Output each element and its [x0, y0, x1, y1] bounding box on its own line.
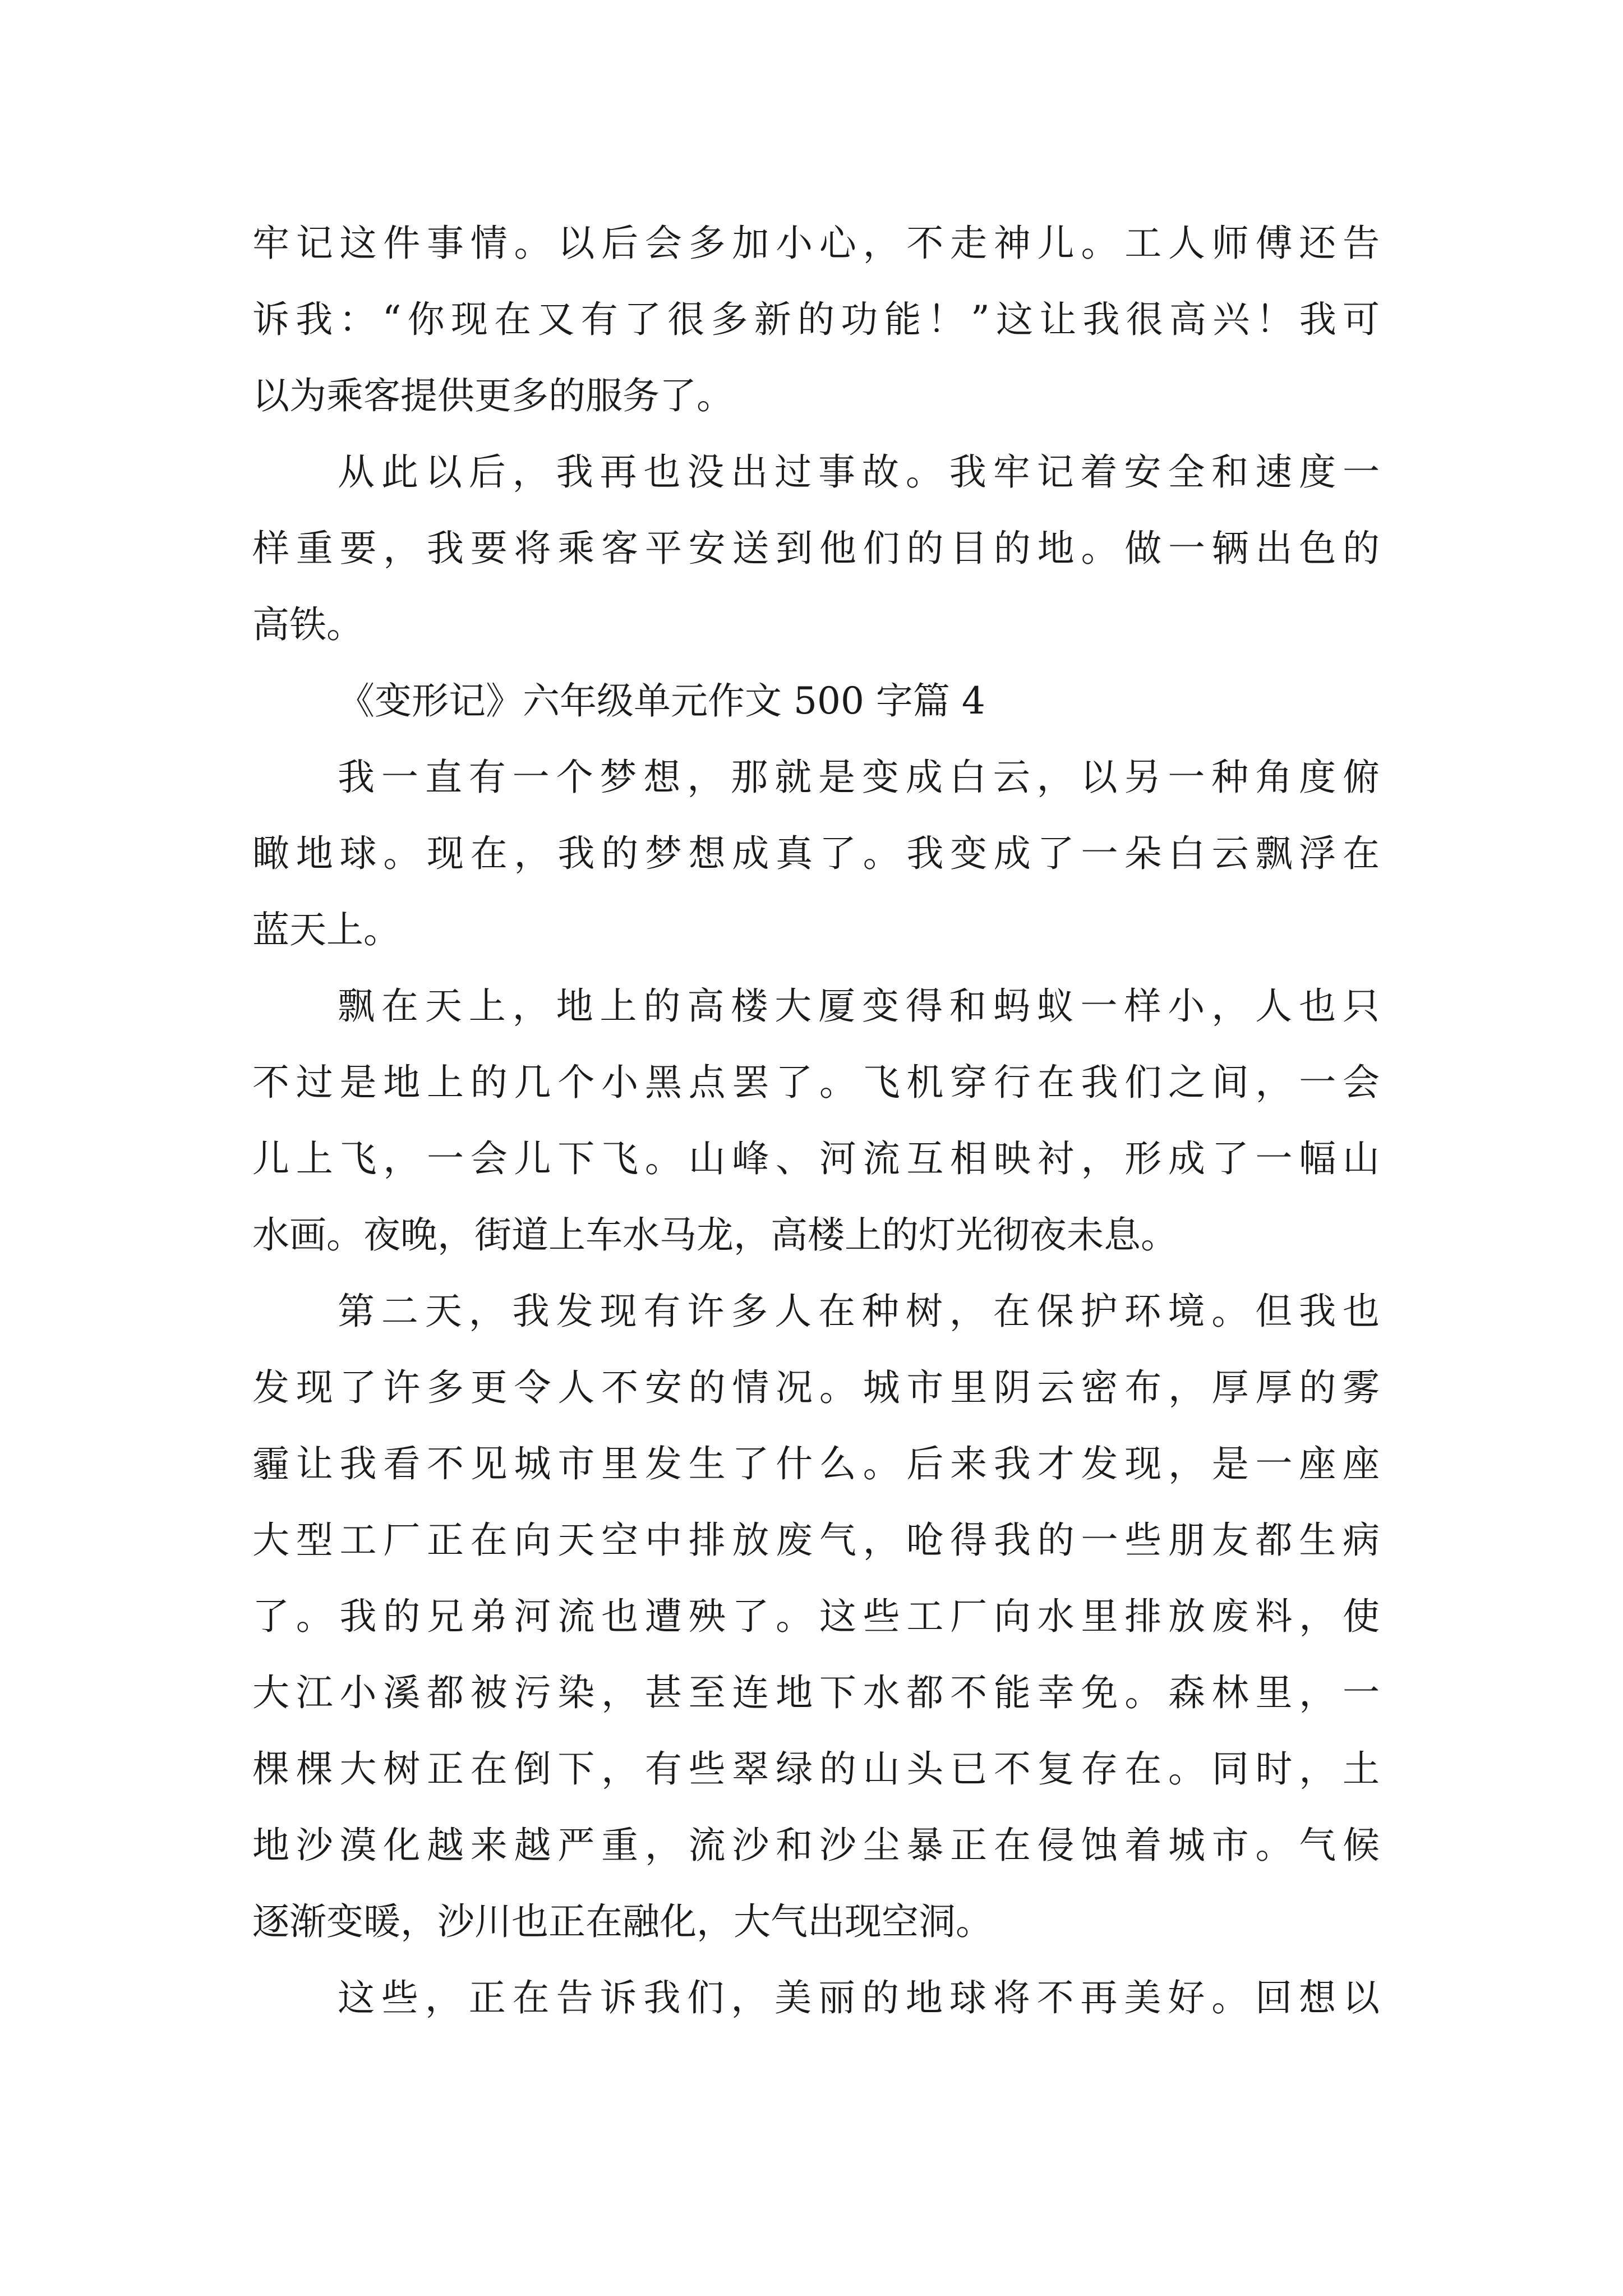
text-line: 儿上飞，一会儿下飞。山峰、河流互相映衬，形成了一幅山	[252, 1137, 1380, 1180]
text-line: 水画。夜晚，街道上车水马龙，高楼上的灯光彻夜未息。	[252, 1213, 1178, 1257]
text-line: 从此以后，我再也没出过事故。我牢记着安全和速度一	[338, 450, 1380, 494]
text-line: 我一直有一个梦想，那就是变成白云，以另一种角度俯	[338, 756, 1380, 799]
text-line: 第二天，我发现有许多人在种树，在保护环境。但我也	[338, 1290, 1380, 1333]
text-line: 霾让我看不见城市里发生了什么。后来我才发现，是一座座	[252, 1442, 1380, 1485]
text-line: 飘在天上，地上的高楼大厦变得和蚂蚁一样小，人也只	[338, 984, 1380, 1028]
text-line: 以为乘客提供更多的服务了。	[252, 374, 734, 417]
paragraph-3	[252, 739, 1380, 968]
text-line: 瞰地球。现在，我的梦想成真了。我变成了一朵白云飘浮在	[252, 832, 1380, 875]
text-line: 样重要，我要将乘客平安送到他们的目的地。做一辆出色的	[252, 527, 1380, 570]
text-line: 大江小溪都被污染，甚至连地下水都不能幸免。森林里，一	[252, 1671, 1380, 1714]
heading-line: 《变形记》六年级单元作文 500 字篇 4	[338, 679, 985, 723]
text-line: 地沙漠化越来越严重，流沙和沙尘暴正在侵蚀着城市。气候	[252, 1824, 1380, 1867]
text-line: 诉我：“你现在又有了很多新的功能！”这让我很高兴！我可	[252, 298, 1380, 341]
document-body	[252, 205, 1380, 2036]
text-line: 这些，正在告诉我们，美丽的地球将不再美好。回想以	[338, 1976, 1380, 2019]
text-line: 棵棵大树正在倒下，有些翠绿的山头已不复存在。同时，土	[252, 1747, 1380, 1791]
text-line: 了。我的兄弟河流也遭殃了。这些工厂向水里排放废料，使	[252, 1595, 1380, 1638]
text-line: 逐渐变暖，沙川也正在融化，大气出现空洞。	[252, 1900, 993, 1943]
paragraph-2	[252, 434, 1380, 663]
text-line: 蓝天上。	[252, 908, 400, 951]
section-heading	[252, 663, 1380, 739]
paragraph-4	[252, 968, 1380, 1273]
text-line: 大型工厂正在向天空中排放废气，呛得我的一些朋友都生病	[252, 1519, 1380, 1562]
text-line: 牢记这件事情。以后会多加小心，不走神儿。工人师傅还告	[252, 222, 1380, 265]
text-line: 发现了许多更令人不安的情况。城市里阴云密布，厚厚的雾	[252, 1366, 1380, 1409]
paragraph-1	[252, 205, 1380, 434]
text-line: 高铁。	[252, 603, 363, 646]
paragraph-5	[252, 1273, 1380, 1960]
paragraph-6	[252, 1960, 1380, 2036]
text-line: 不过是地上的几个小黑点罢了。飞机穿行在我们之间，一会	[252, 1061, 1380, 1104]
